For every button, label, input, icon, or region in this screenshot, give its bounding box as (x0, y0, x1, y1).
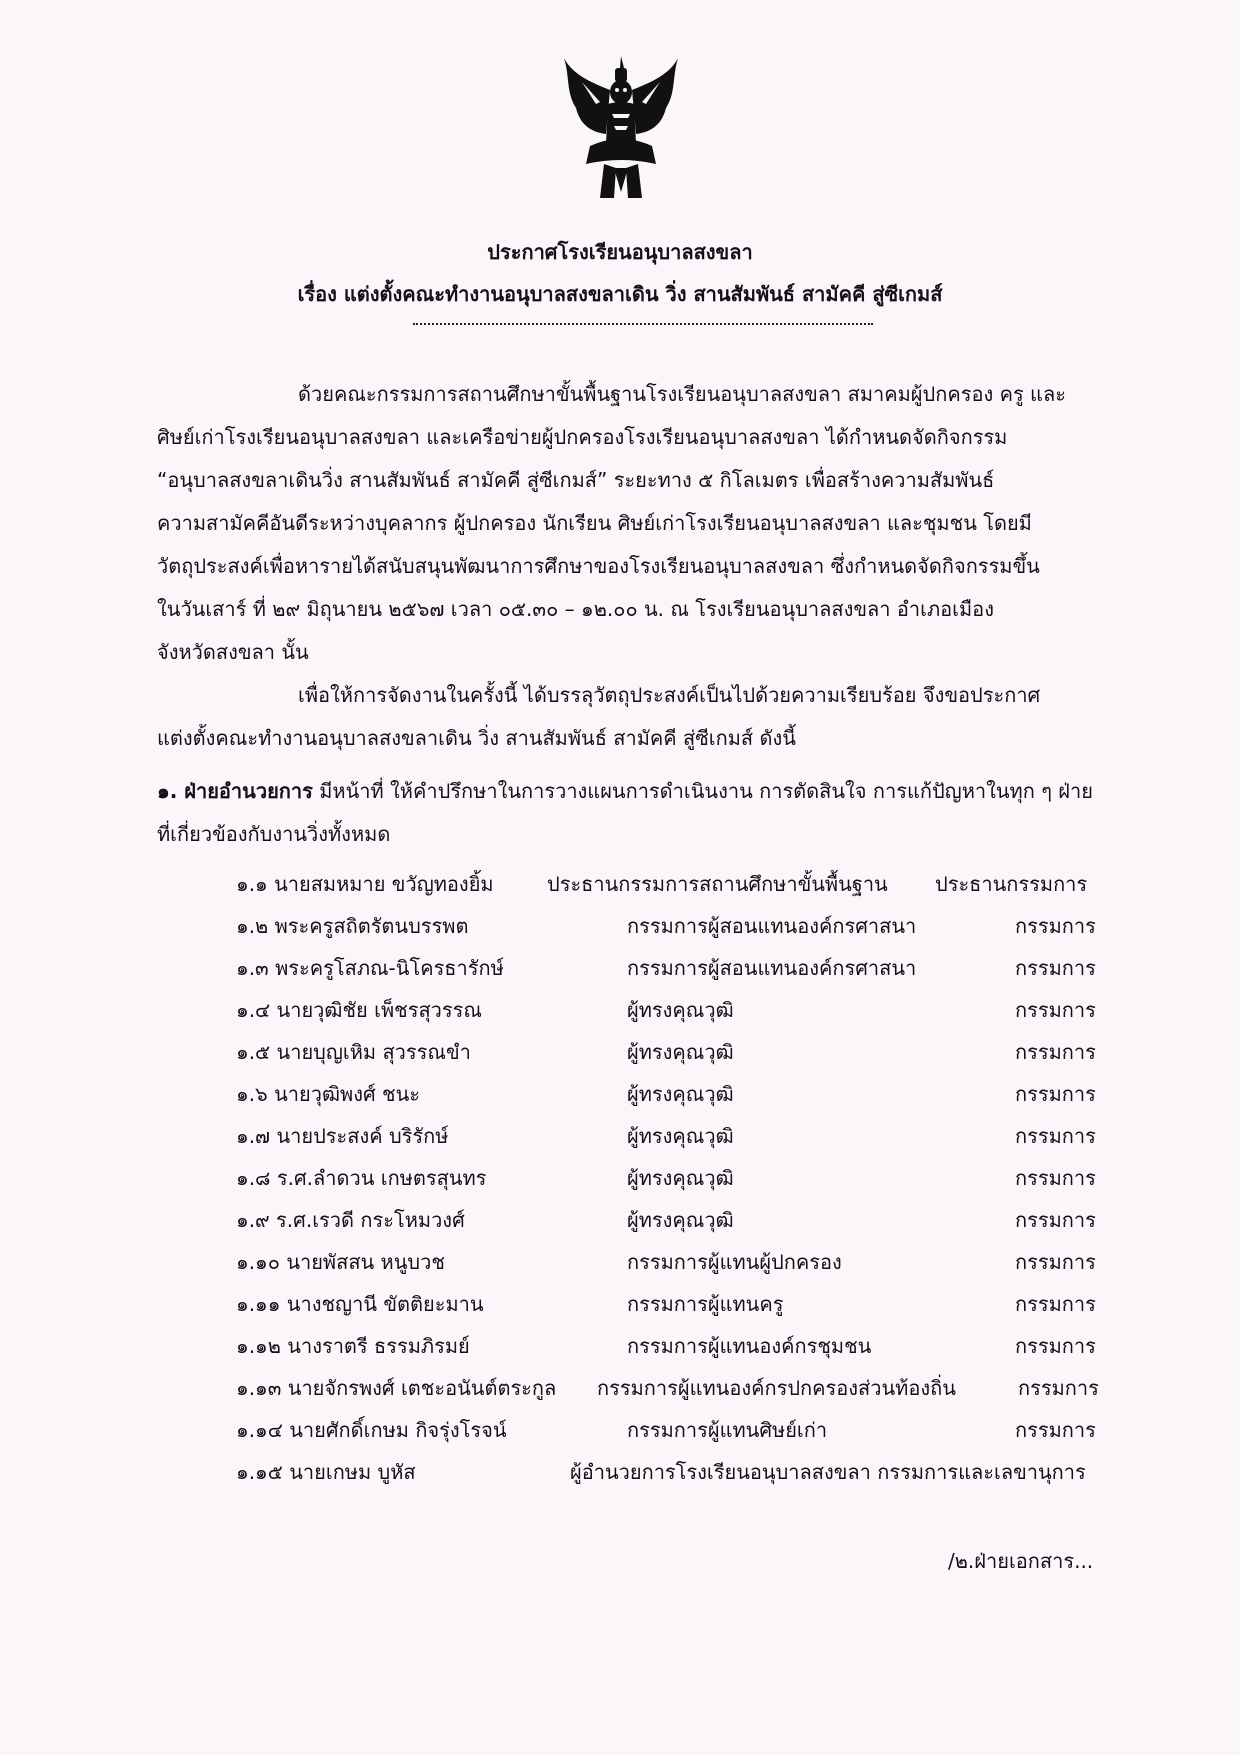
member-position: ผู้ทรงคุณวุฒิ (627, 1208, 734, 1232)
paragraph-line: แต่งตั้งคณะทำงานอนุบาลสงขลาเดิน วิ่ง สานสัมพันธ์ สามัคคี สู่ซีเกมส์ ดังนี้ (157, 726, 796, 750)
paragraph-line: วัตถุประสงค์เพื่อหารายได้สนับสนุนพัฒนาการศึกษาของโรงเรียนอนุบาลสงขลา ซึ่งกำหนดจัดกิจกรรมขึ้น (157, 554, 1040, 578)
member-position: ผู้ทรงคุณวุฒิ (627, 1124, 734, 1148)
paragraph-line: ในวันเสาร์ ที่ ๒๙ มิถุนายน ๒๕๖๗ เวลา ๐๕.๓๐ – ๑๒.๐๐ น. ณ โรงเรียนอนุบาลสงขลา อำเภอเมือง (157, 597, 994, 621)
member-role: ประธานกรรมการ (935, 872, 1088, 896)
section-1-description: มีหน้าที่ ให้คำปรึกษาในการวางแผนการดำเนินงาน การตัดสินใจ การแก้ปัญหาในทุก ๆ ฝ่าย (319, 779, 1093, 803)
member-position: ประธานกรรมการสถานศึกษาขั้นพื้นฐาน (547, 872, 888, 896)
member-role: กรรมการ (1015, 1334, 1096, 1358)
member-role: กรรมการ (1015, 1124, 1096, 1148)
announcement-title: ประกาศโรงเรียนอนุบาลสงขลา (487, 240, 753, 264)
member-position: ผู้ทรงคุณวุฒิ (627, 1040, 734, 1064)
member-role: กรรมการ (1015, 998, 1096, 1022)
dotted-divider (413, 323, 873, 325)
member-position: กรรมการผู้สอนแทนองค์กรศาสนา (627, 956, 917, 980)
member-role: กรรมการ (1015, 1040, 1096, 1064)
member-name: ๑.๓ พระครูโสภณ-นิโครธารักษ์ (236, 956, 504, 980)
member-name: ๑.๖ นายวุฒิพงศ์ ชนะ (236, 1082, 421, 1106)
member-position: ผู้ทรงคุณวุฒิ (627, 1166, 734, 1190)
member-position: ผู้ทรงคุณวุฒิ (627, 1082, 734, 1106)
member-position: กรรมการผู้แทนครู (627, 1292, 784, 1316)
member-name: ๑.๑ นายสมหมาย ขวัญทองยิ้ม (236, 872, 494, 896)
section-1-description-cont: ที่เกี่ยวข้องกับงานวิ่งทั้งหมด (157, 822, 391, 846)
paragraph-line: จังหวัดสงขลา นั้น (157, 640, 309, 664)
member-role: กรรมการ (1015, 1250, 1096, 1274)
member-name: ๑.๙ ร.ศ.เรวดี กระโหมวงศ์ (236, 1208, 465, 1232)
member-position: ผู้อำนวยการโรงเรียนอนุบาลสงขลา กรรมการและเลขานุการ (570, 1460, 1086, 1484)
member-name: ๑.๕ นายบุญเหิม สุวรรณขำ (236, 1040, 471, 1064)
member-name: ๑.๔ นายวุฒิชัย เพ็ชรสุวรรณ (236, 998, 482, 1022)
paragraph-line: ด้วยคณะกรรมการสถานศึกษาขั้นพื้นฐานโรงเรียนอนุบาลสงขลา สมาคมผู้ปกครอง ครู และ (298, 382, 1066, 406)
member-role: กรรมการ (1015, 1292, 1096, 1316)
member-name: ๑.๑๔ นายศักดิ์เกษม กิจรุ่งโรจน์ (236, 1418, 507, 1442)
member-role: กรรมการ (1015, 1082, 1096, 1106)
garuda-emblem-icon (560, 52, 682, 202)
member-name: ๑.๘ ร.ศ.ลำดวน เกษตรสุนทร (236, 1166, 487, 1190)
paragraph-line: ความสามัคคีอันดีระหว่างบุคลากร ผู้ปกครอง นักเรียน ศิษย์เก่าโรงเรียนอนุบาลสงขลา และชุมชน โดยมี (157, 511, 1032, 535)
member-name: ๑.๑๑ นางชญานี ขัตติยะมาน (236, 1292, 484, 1316)
member-position: ผู้ทรงคุณวุฒิ (627, 998, 734, 1022)
member-position: กรรมการผู้แทนองค์กรปกครองส่วนท้องถิ่น (597, 1376, 956, 1400)
member-role: กรรมการ (1015, 1208, 1096, 1232)
member-name: ๑.๑๓ นายจักรพงศ์ เตชะอนันต์ตระกูล (236, 1376, 557, 1400)
member-position: กรรมการผู้แทนศิษย์เก่า (627, 1418, 828, 1442)
member-name: ๑.๑๒ นางราตรี ธรรมภิรมย์ (236, 1334, 470, 1358)
member-role: กรรมการ (1015, 1166, 1096, 1190)
member-role: กรรมการ (1015, 914, 1096, 938)
paragraph-line: ศิษย์เก่าโรงเรียนอนุบาลสงขลา และเครือข่ายผู้ปกครองโรงเรียนอนุบาลสงขลา ได้กำหนดจัดกิจกรรม (157, 425, 1008, 449)
continuation-note: /๒.ฝ่ายเอกสาร... (948, 1549, 1094, 1573)
paragraph-line: “อนุบาลสงขลาเดินวิ่ง สานสัมพันธ์ สามัคคี สู่ซีเกมส์” ระยะทาง ๕ กิโลเมตร เพื่อสร้างความสัมพันธ์ (157, 468, 995, 492)
member-role: กรรมการ (1018, 1376, 1099, 1400)
paragraph-line: เพื่อให้การจัดงานในครั้งนี้ ได้บรรลุวัตถุประสงค์เป็นไปด้วยความเรียบร้อย จึงขอประกาศ (298, 683, 1041, 707)
member-name: ๑.๑๐ นายพัสสน หนูบวช (236, 1250, 445, 1274)
member-name: ๑.๗ นายประสงค์ บริรักษ์ (236, 1124, 449, 1148)
member-position: กรรมการผู้แทนผู้ปกครอง (627, 1250, 842, 1274)
section-1-line (157, 775, 1093, 807)
announcement-subject: เรื่อง แต่งตั้งคณะทำงานอนุบาลสงขลาเดิน วิ่ง สานสัมพันธ์ สามัคคี สู่ซีเกมส์ (297, 282, 943, 306)
section-1-heading: ๑. ฝ่ายอำนวยการ (157, 779, 313, 803)
member-name: ๑.๒ พระครูสถิตรัตนบรรพต (236, 914, 469, 938)
member-position: กรรมการผู้แทนองค์กรชุมชน (627, 1334, 872, 1358)
member-position: กรรมการผู้สอนแทนองค์กรศาสนา (627, 914, 917, 938)
member-role: กรรมการ (1015, 956, 1096, 980)
member-role: กรรมการ (1015, 1418, 1096, 1442)
member-name: ๑.๑๕ นายเกษม บูหัส (236, 1460, 416, 1484)
